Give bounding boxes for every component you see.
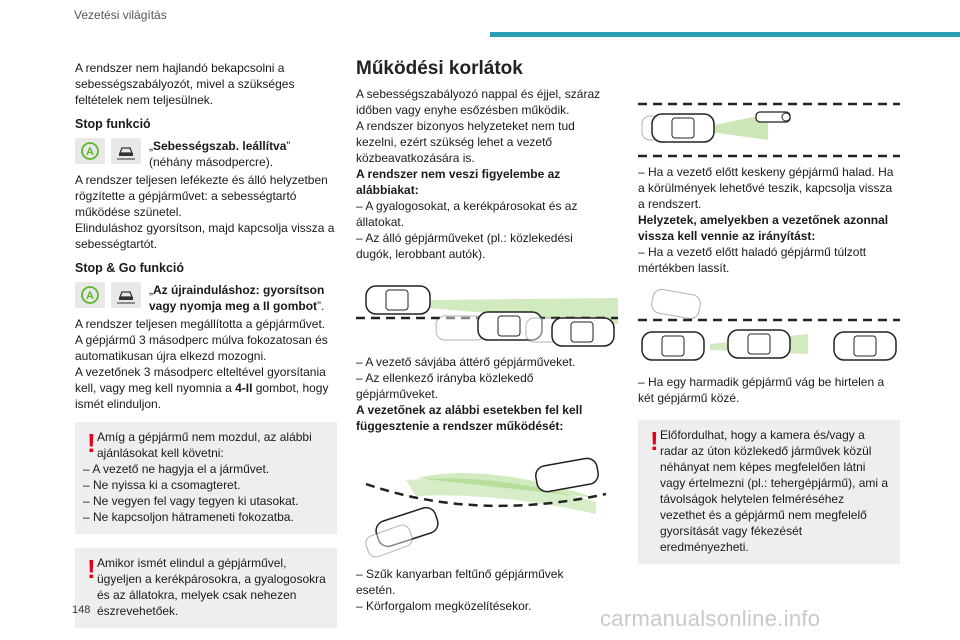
column-left xyxy=(75,60,337,628)
stop-body: A rendszer teljesen lefékezte és álló helyzetben rögzítette a gépjárművet: a sebességtartó működése szünetel. xyxy=(75,173,328,219)
stopgo-heading: Stop & Go funkció xyxy=(75,261,185,275)
braking-vehicle-text: – Ha a vezető előtt haladó gépjármű túlzott mértékben lassít. xyxy=(638,245,867,275)
list-item: – Az ellenkező irányba közlekedő gépjárműveket. xyxy=(356,371,534,401)
stopgo-body-1: A rendszer teljesen megállította a gépjárművet. xyxy=(75,317,326,331)
stop-heading: Stop funkció xyxy=(75,117,151,131)
motorcycle-icon xyxy=(756,112,790,122)
list-item: – A gyalogosokat, a kerékpárosokat és az állatokat. xyxy=(356,199,578,229)
list-item: – Az álló gépjárműveket (pl.: közlekedési dugók, lerobbant autók). xyxy=(356,231,573,261)
cut-in-illustration xyxy=(638,288,900,368)
lane-change-illustration xyxy=(356,268,618,348)
warning-text: Amikor ismét elindul a gépjárművel, ügyeljen a kerékpárosokra, a gyalogosokra és az állatokra, melyek csak nehezen észrevehetőek. xyxy=(97,556,326,618)
stop-message: „Sebességszab. leállítva” (néhány másodpercre). xyxy=(149,139,291,169)
stopgo-body-2: A gépjármű 3 másodperc múlva fokozatosan és automatikusan újra elkezd mozogni. xyxy=(75,333,328,363)
warning-box-restart xyxy=(75,548,337,628)
page-number: 148 xyxy=(72,604,91,616)
stopgo-body-3: A vezetőnek 3 másodperc elteltével gyorsítania kell, vagy meg kell nyomnia a 4-II gombot, hogy ismét elinduljon. xyxy=(75,365,329,411)
curve-illustration xyxy=(356,452,618,560)
vehicle-ahead-icon xyxy=(111,138,141,164)
warning-box-stationary xyxy=(75,422,337,534)
cut-in-car-icon xyxy=(728,330,790,358)
watermark: carmanualsonline.info xyxy=(600,606,821,631)
narrow-vehicle-text: – Ha a vezető előtt keskeny gépjármű halad. Ha a körülmények lehetővé teszik, kapcsolja vissza a rendszert. xyxy=(638,165,894,211)
takeover-heading: Helyzetek, amelyekben a vezetőnek azonnal vissza kell vennie az irányítást: xyxy=(638,213,889,243)
column-middle xyxy=(356,58,606,614)
vehicle-ahead-icon xyxy=(111,282,141,308)
cruise-active-icon xyxy=(75,138,105,164)
list-item: – Körforgalom megközelítésekor. xyxy=(356,599,532,613)
narrow-vehicle-illustration xyxy=(638,100,900,158)
oncoming-car-icon xyxy=(534,457,600,493)
own-car-icon xyxy=(642,332,704,360)
warning-item: – Ne kapcsoljon hátrameneti fokozatba. xyxy=(83,510,294,524)
warning-icon: ! xyxy=(87,554,96,584)
svg-text:A: A xyxy=(86,290,94,302)
stopgo-message-row xyxy=(75,282,337,314)
own-car-icon xyxy=(652,114,714,142)
stopgo-message: „Az újrainduláshoz: gyorsítson vagy nyomja meg a II gombot”. xyxy=(149,283,325,313)
cruise-active-icon xyxy=(75,282,105,308)
warning-icon: ! xyxy=(650,426,659,456)
not-considered-heading: A rendszer nem veszi figyelembe az alábbiakat: xyxy=(356,167,561,197)
warning-box-camera xyxy=(638,420,900,564)
limits-p2: A rendszer bizonyos helyzeteket nem tud kezelni, ezért szükség lehet a vezető közbeavatkozására is. xyxy=(356,119,575,165)
header-accent-bar xyxy=(490,32,960,37)
other-car-icon xyxy=(552,318,614,346)
warning-item: – Ne vegyen fel vagy tegyen ki utasokat. xyxy=(83,494,299,508)
warning-item: – Ne nyissa ki a csomagteret. xyxy=(83,478,241,492)
warning-text: Előfordulhat, hogy a kamera és/vagy a radar az úton közlekedő járművek közül néhányat nem képes megfelelően látni vagy értelmezni (pl.: tehergépjármű), ami a távolságok helytelen felméréséhez vezethet és a gépjármű nem megfelelő gyorsítását vagy fékezését eredményezheti. xyxy=(660,428,889,554)
running-header: Vezetési világítás xyxy=(74,8,167,22)
limits-p1: A sebességszabályozó nappal és éjjel, száraz időben vagy enyhe esőzésben működik. xyxy=(356,87,601,117)
suspend-heading: A vezetőnek az alábbi esetekben fel kell függesztenie a rendszer működését: xyxy=(356,403,583,433)
warning-item: – A vezető ne hagyja el a járművet. xyxy=(83,462,270,476)
cut-in-text: – Ha egy harmadik gépjármű vág be hirtelen a két gépjármű közé. xyxy=(638,375,885,405)
lead-car-icon xyxy=(834,332,896,360)
intro-paragraph: A rendszer nem hajlandó bekapcsolni a sebességszabályozót, mivel a szükséges feltételek nem teljesülnek. xyxy=(75,61,295,107)
section-heading: Működési korlátok xyxy=(356,58,523,79)
column-right xyxy=(638,100,900,564)
list-item: – A vezető sávjába áttérő gépjárműveket. xyxy=(356,355,576,369)
warning-icon: ! xyxy=(87,428,96,458)
warning-intro: Amíg a gépjármű nem mozdul, az alábbi ajánlásokat kell követni: xyxy=(97,430,312,460)
own-car-icon xyxy=(366,286,430,314)
stop-message-row xyxy=(75,138,337,170)
stop-body-2: Elinduláshoz gyorsítson, majd kapcsolja vissza a sebességtartót. xyxy=(75,221,335,251)
svg-text:A: A xyxy=(86,146,94,158)
list-item: – Szűk kanyarban feltűnő gépjárművek esetén. xyxy=(356,567,564,597)
